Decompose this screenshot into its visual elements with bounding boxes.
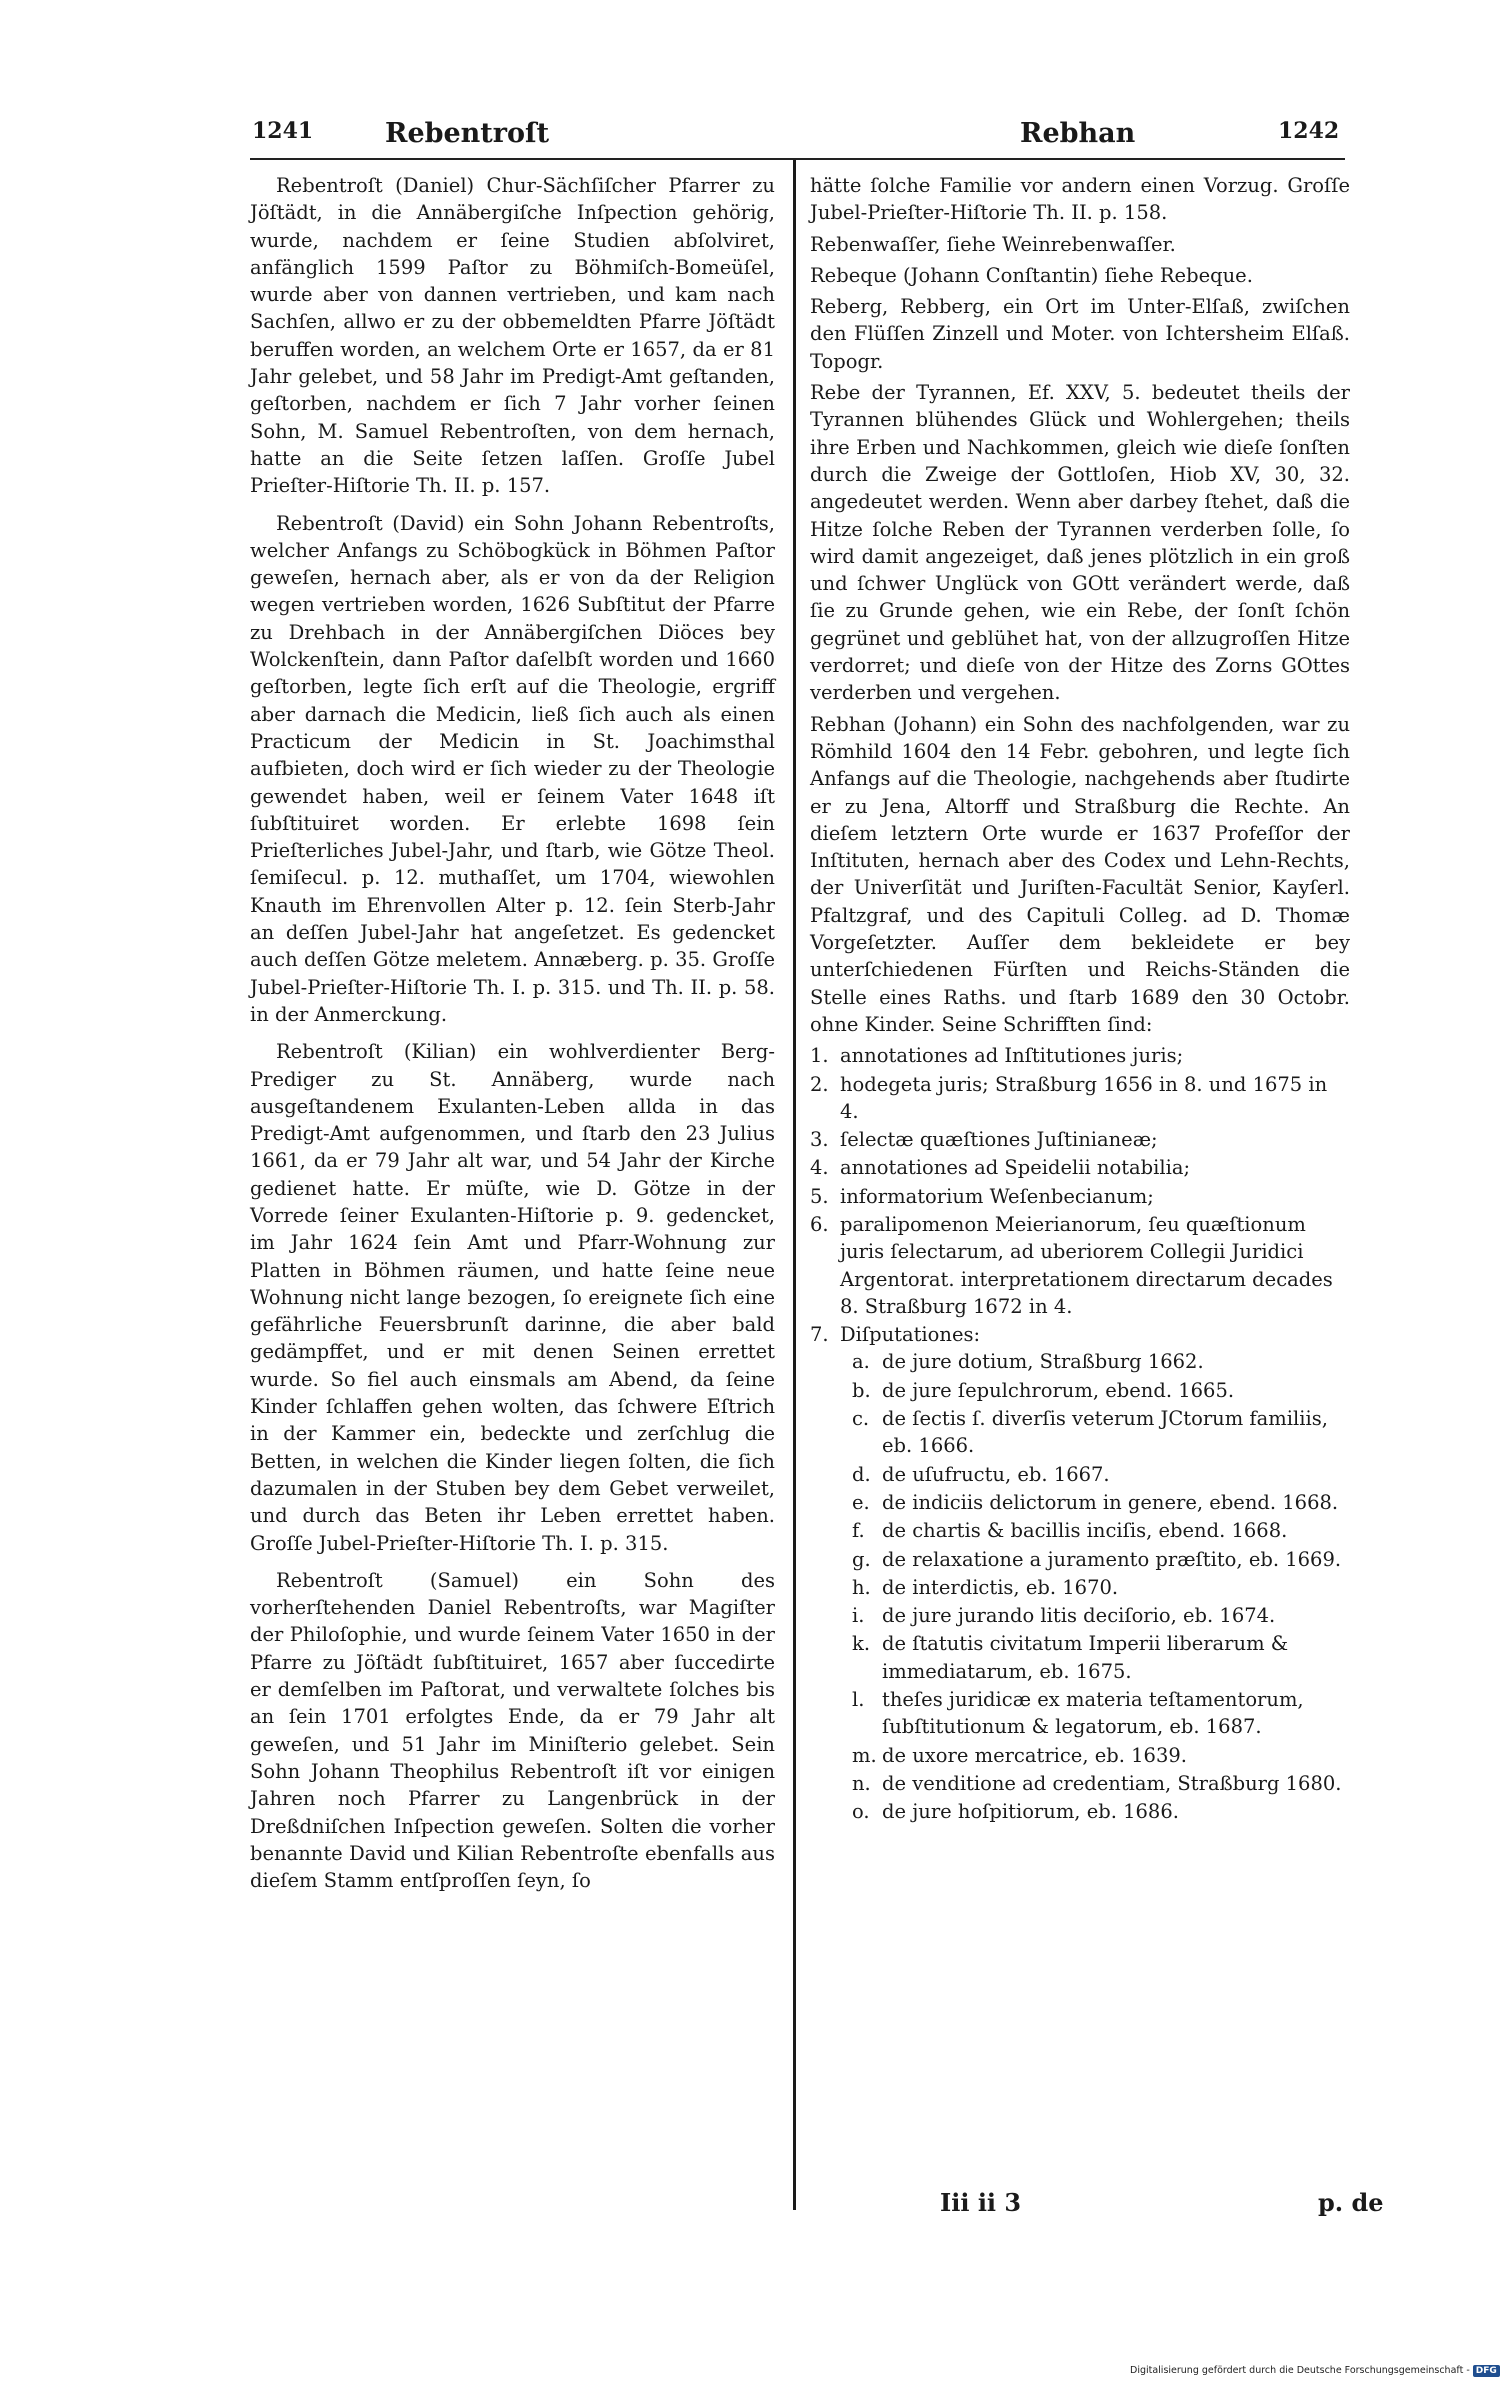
left-column [250, 172, 775, 1904]
page-number-right: 1242 [1278, 118, 1340, 144]
right-column [810, 172, 1350, 1827]
entry-daniel: Rebentroſt (Daniel) Chur-Sächſiſcher Pfarrer zu Jöſtädt, in die Annäbergiſche Inſpection gehörig, wurde, nachdem er ſeine Studien abſolviret, anfänglich 1599 Paſtor zu Böhmiſch-Bomeüſel, wurde aber von dannen vertrieben, und kam nach Sachſen, allwo er zu der obbemeldten Pfarre Jöſtädt beruffen worden, an welchem Orte er 1657, da er 81 Jahr gelebet, und 58 Jahr im Predigt-Amt geſtanden, geſtorben, nachdem er ſich 7 Jahr vorher ſeinen Sohn, M. Samuel Rebentroſten, von dem hernach, hatte an die Seite ſetzen laſſen. Groſſe Jubel Prieſter-Hiſtorie Th. II. p. 157. [250, 174, 775, 498]
list-item: k. de ſtatutis civitatum Imperii liberarum & immediatarum, eb. 1675. [852, 1632, 1289, 1683]
entry-david: Rebentroſt (David) ein Sohn Johann Rebentroſts, welcher Anfangs zu Schöbogkück in Böhmen Paſtor geweſen, hernach aber, als er von da der Religion wegen vertrieben worden, 1626 Subſtitut der Pfarre zu Drehbach in der Annäbergiſchen Diöces bey Wolckenſtein, dann Paſtor daſelbſt worden und 1660 geſtorben, legte ſich erſt auf die Theologie, ergriff aber darnach die Medicin, ließ ſich auch als einen Practicum der Medicin in St. Joachimsthal aufbieten, doch wird er ſich wieder zu der Theologie gewendet haben, weil er ſeinem Vater 1648 iſt ſubſtituiret worden. Er erlebte 1698 ſein Prieſterliches Jubel-Jahr, und ſtarb, wie Götze Theol. ſemiſecul. p. 12. muthaſſet, um 1704, wiewohlen Knauth im Ehrenvollen Alter p. 12. ſein Sterb-Jahr an deſſen Jubel-Jahr hat angeſetzet. Es gedencket auch deſſen Götze meletem. Annæberg. p. 35. Groſſe Jubel-Prieſter-Hiſtorie Th. I. p. 315. und Th. II. p. 58. in der Anmerckung. [250, 511, 775, 1026]
list-item: g. de relaxatione a juramento præſtito, eb. 1669. [852, 1547, 1342, 1571]
running-title-left: Rebentroſt [385, 118, 550, 149]
dfg-logo: DFG [1473, 2365, 1500, 2377]
signature-mark: Iii ii 3 [940, 2188, 1022, 2217]
entry-rebhan: Rebhan (Johann) ein Sohn des nachfolgenden, war zu Römhild 1604 den 14 Febr. gebohren, und legte ſich Anfangs auf die Theologie, nachgehends aber ſtudirte er zu Jena, Altorff und Straßburg die Rechte. An dieſem letztern Orte wurde er 1637 Profeſſor der Inſtituten, hernach aber des Codex und Lehn-Rechts, der Univerſität und Juriſten-Facultät Senior, Kayſerl. Pfaltzgraf, und des Capituli Colleg. ad D. Thomæ Vorgeſetzter. Auſſer dem bekleidete er bey unterſchiedenen Fürſten und Reichs-Ständen die Stelle eines Raths. und ſtarb 1689 den 30 Octobr. ohne Kinder. Seine Schrifften ſind: [810, 712, 1350, 1036]
list-item: 5. informatorium Weſenbecianum; [810, 1184, 1154, 1208]
list-item: f. de chartis & bacillis inciſis, ebend. 1668. [852, 1519, 1288, 1543]
header-rule [250, 158, 1345, 160]
digitization-credit [1130, 2365, 1500, 2377]
list-item: 6. paralipomenon Meierianorum, ſeu quæſtionum juris ſelectarum, ad uberiorem Collegii Juridici Argentorat. interpretationem directarum decades 8. Straßburg 1672 in 4. [810, 1212, 1333, 1318]
list-item: a. de jure dotium, Straßburg 1662. [852, 1350, 1204, 1374]
list-item: l. theſes juridicæ ex materia teſtamentorum, ſubſtitutionum & legatorum, eb. 1687. [852, 1688, 1304, 1739]
disputations-list [852, 1348, 1350, 1825]
entry-kilian: Rebentroſt (Kilian) ein wohlverdienter Berg-Prediger zu St. Annäberg, wurde nach ausgeſtandenem Exulanten-Leben allda in das Predigt-Amt aufgenommen, und ſtarb den 23 Julius 1661, da er 79 Jahr alt war, und 54 Jahr der Kirche gedienet hatte. Er müſte, wie D. Götze in der Vorrede ſeiner Exulanten-Hiſtorie p. 9. gedencket, im Jahr 1624 ſein Amt und Pfarr-Wohnung zur Platten in Böhmen räumen, und hatte ſeine neue Wohnung nicht lange bezogen, ſo ereignete ſich eine gefährliche Feuersbrunſt darinne, die aber bald gedämpffet, und er mit denen Seinen errettet wurde. So fiel auch einsmals am Abend, da ſeine Kinder ſchlaffen gehen wolten, das ſchwere Eſtrich in der Kammer ein, bedeckte und zerſchlug die Betten, in welchen die Kinder liegen ſolten, die ſich dazumalen in der Stuben bey dem Gebet verweilet, und durch das Beten ihr Leben errettet haben. Groſſe Jubel-Prieſter-Hiſtorie Th. I. p. 315. [250, 1040, 775, 1555]
list-item: i. de jure jurando litis deciſorio, eb. 1674. [852, 1604, 1276, 1628]
list-item: b. de jure ſepulchrorum, ebend. 1665. [852, 1378, 1235, 1402]
list-item: h. de interdictis, eb. 1670. [852, 1575, 1119, 1599]
list-item: 2. hodegeta juris; Straßburg 1656 in 8. und 1675 in 4. [810, 1072, 1328, 1123]
list-item: 1. annotationes ad Inſtitutiones juris; [810, 1044, 1184, 1068]
list-item: c. de ſectis ſ. diverſis veterum JCtorum familiis, eb. 1666. [852, 1407, 1328, 1458]
works-list [810, 1042, 1350, 1825]
page-number-left: 1241 [252, 118, 314, 144]
list-item: 3. ſelectæ quæſtiones Juſtinianeæ; [810, 1128, 1158, 1152]
catchword: p. de [1318, 2188, 1384, 2217]
column-divider [793, 160, 796, 2210]
list-item: 7. Diſputationes: a. de jure dotium, Straßburg 1662. b. de jure ſepulchrorum, ebend. 1665. c. de ſectis ſ. diverſis veterum JCtorum familiis, eb. 1666. d. de uſufructu, eb. 1667. e. de indiciis delictorum in genere, ebend. 1668. f. de chartis & bacillis inciſis, ebend. 1668. g. de relaxatione a juramento præſtito, eb. 1669. h. de interdictis, eb. 1670. i. de jure jurando litis deciſorio, eb. 1674. k. de ſtatutis civitatum Imperii liberarum & immediatarum, eb. 1675. l. theſes juridicæ ex materia teſtamentorum, ſubſtitutionum & legatorum, eb. 1687. m. de uxore mercatrice, eb. 1639. n. de venditione ad credentiam, Straßburg 1680. o. de jure hoſpitiorum, eb. 1686. [810, 1321, 1350, 1825]
entry-rebe-der-tyrannen: Rebe der Tyrannen, Ef. XXV, 5. bedeutet theils der Tyrannen blühendes Glück und Wohlergehen; theils ihre Erben und Nachkommen, gleich wie dieſe ſonſten durch die Zweige der Gottloſen, Hiob XV, 30, 32. angedeutet werden. Wenn aber darbey ſtehet, daß die Hitze ſolche Reben der Tyrannen verderben ſolle, ſo wird damit angezeiget, daß jenes plötzlich in ein groß und ſchwer Unglück von GOtt verändert werde, daß ſie zu Grunde gehen, wie ein Rebe, der ſonſt ſchön gegrünet und geblühet hat, von der allzugroſſen Hitze verdorret; und dieſe von der Hitze des Zorns GOttes verderben und vergehen. [810, 381, 1350, 705]
entry-rebenwasser: Rebenwaſſer, ſiehe Weinrebenwaſſer. [810, 232, 1176, 256]
list-item: n. de venditione ad credentiam, Straßburg 1680. [852, 1771, 1342, 1795]
entry-samuel: Rebentroſt (Samuel) ein Sohn des vorherſtehenden Daniel Rebentroſts, war Magiſter der Philoſophie, und wurde ſeinem Vater 1650 in der Pfarre zu Jöſtädt ſubſtituiret, 1657 aber ſuccedirte er demſelben im Paſtorat, und verwaltete ſolches bis an ſein 1701 erfolgtes Ende, da er 79 Jahr alt geweſen, und 51 Jahr im Miniſterio gelebet. Sein Sohn Johann Theophilus Rebentroſt iſt vor einigen Jahren noch Pfarrer zu Langenbrück in der Dreßdniſchen Inſpection geweſen. Solten die vorher benannte David und Kilian Rebentroſte ebenfalls aus dieſem Stamm entſproſſen ſeyn, ſo [250, 1568, 775, 1893]
list-item: e. de indiciis delictorum in genere, ebend. 1668. [852, 1490, 1339, 1514]
list-item: o. de jure hoſpitiorum, eb. 1686. [852, 1800, 1179, 1824]
entry-continuation: hätte ſolche Familie vor andern einen Vorzug. Groſſe Jubel-Prieſter-Hiſtorie Th. II. p. 158. [810, 174, 1350, 225]
entry-rebeque: Rebeque (Johann Conſtantin) ſiehe Rebeque. [810, 263, 1253, 287]
list-item: m. de uxore mercatrice, eb. 1639. [852, 1743, 1187, 1767]
list-item: 4. annotationes ad Speidelii notabilia; [810, 1156, 1191, 1180]
list-item: d. de uſufructu, eb. 1667. [852, 1462, 1110, 1486]
entry-reberg: Reberg, Rebberg, ein Ort im Unter-Elſaß, zwiſchen den Flüſſen Zinzell und Moter. von Ichtersheim Elſaß. Topogr. [810, 295, 1350, 373]
running-title-right: Rebhan [1020, 118, 1136, 149]
credit-text: Digitalisierung gefördert durch die Deutsche Forschungsgemeinschaft - [1130, 2365, 1470, 2376]
